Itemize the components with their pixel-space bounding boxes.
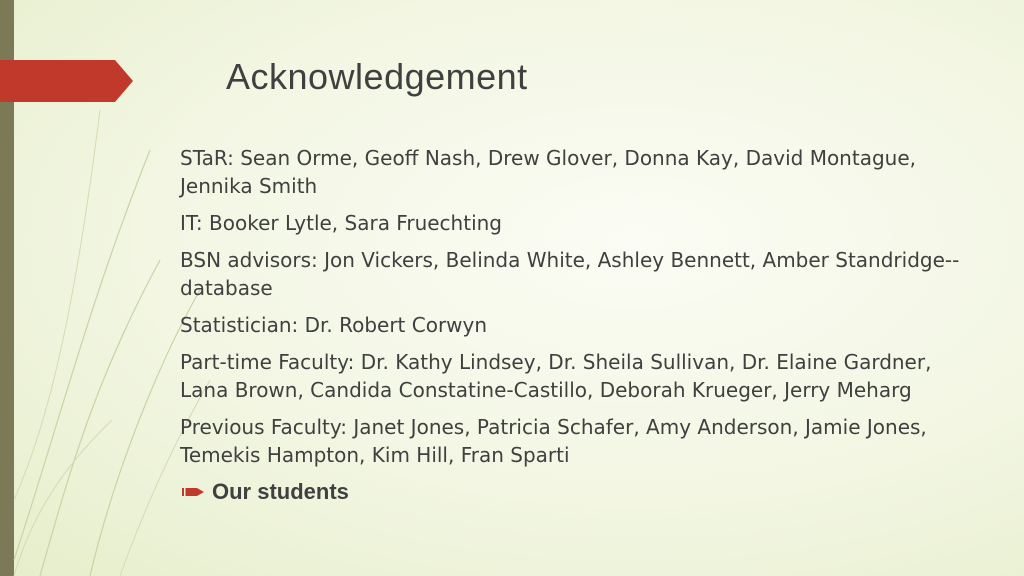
bullet-text: Our students: [212, 479, 349, 504]
acknowledgement-it: IT: Booker Lytle, Sara Fruechting: [180, 211, 503, 235]
acknowledgement-body: [180, 144, 980, 506]
acknowledgement-previous-faculty: Previous Faculty: Janet Jones, Patricia Schafer, Amy Anderson, Jamie Jones, Temekis Hampton, Kim Hill, Fran Sparti: [180, 415, 927, 467]
acknowledgement-statistician: Statistician: Dr. Robert Corwyn: [180, 313, 488, 337]
bullet-item-our-students: [180, 478, 980, 506]
title-accent-arrow: [0, 60, 133, 102]
acknowledgement-star: STaR: Sean Orme, Geoff Nash, Drew Glover, Donna Kay, David Montague, Jennika Smith: [180, 146, 916, 198]
pencil-icon: [182, 485, 204, 499]
slide-title: Acknowledgement: [226, 56, 528, 97]
acknowledgement-part-time-faculty: Part-time Faculty: Dr. Kathy Lindsey, Dr. Sheila Sullivan, Dr. Elaine Gardner, Lana Brown, Candida Constatine-Castillo, Deborah Krueger, Jerry Meharg: [180, 350, 932, 402]
acknowledgement-bsn-advisors: BSN advisors: Jon Vickers, Belinda White, Ashley Bennett, Amber Standridge--database: [180, 248, 960, 300]
